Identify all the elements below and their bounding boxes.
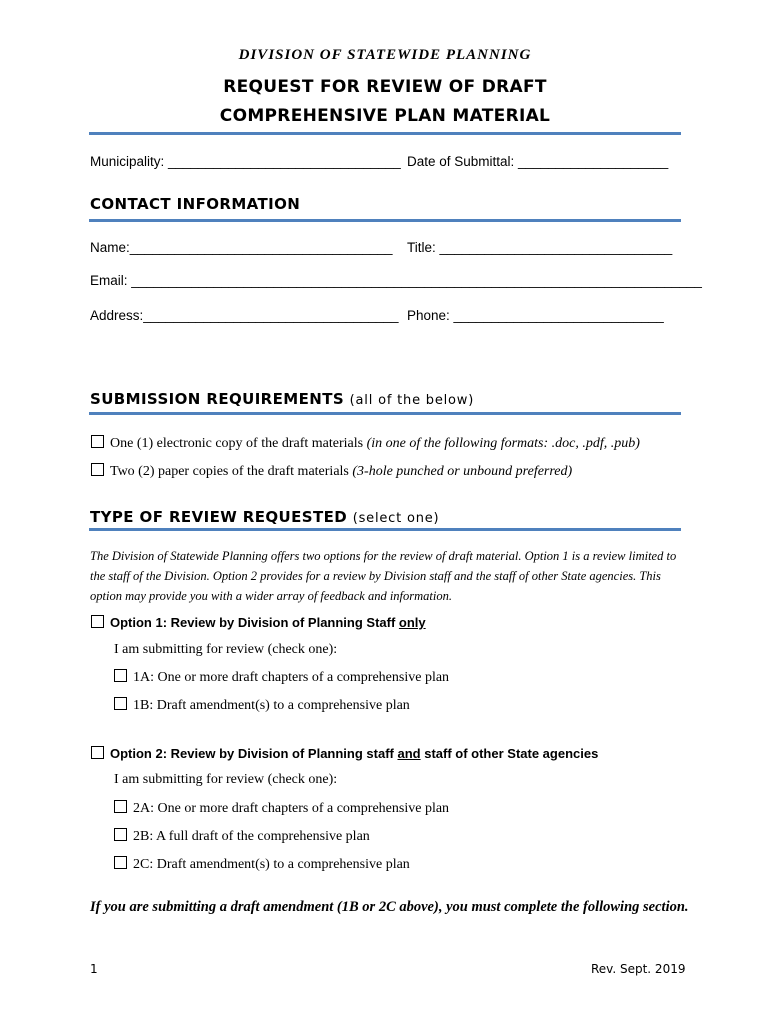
- checkbox[interactable]: [114, 697, 127, 710]
- form-title-line2: COMPREHENSIVE PLAN MATERIAL: [219, 106, 551, 126]
- submission-requirements-heading: [90, 390, 474, 408]
- option2-label: Option 2: Review by Division of Planning staff: [110, 746, 398, 761]
- option2-label-emphasis: and: [397, 746, 421, 761]
- submission-item-text: Two (2) paper copies of the draft materials: [110, 464, 353, 479]
- choice-label: 2A: One or more draft chapters of a comprehensive plan: [133, 801, 450, 816]
- choice-label: 2B: A full draft of the comprehensive plan: [133, 829, 370, 844]
- name-field[interactable]: Name:___________________________________: [90, 240, 393, 255]
- option1-label-emphasis: only: [398, 615, 426, 630]
- type-of-review-heading-text: TYPE OF REVIEW REQUESTED: [90, 508, 348, 526]
- checkbox[interactable]: [91, 746, 104, 759]
- page-number: 1: [90, 962, 98, 976]
- option1-item[interactable]: [91, 615, 426, 630]
- division-name: DIVISION OF STATEWIDE PLANNING: [238, 47, 532, 63]
- type-of-review-divider: [89, 528, 681, 531]
- checkbox[interactable]: [91, 463, 104, 476]
- submission-item-electronic[interactable]: [91, 435, 640, 452]
- choice-1b[interactable]: [114, 697, 410, 714]
- phone-field[interactable]: Phone: ____________________________: [407, 308, 664, 323]
- submission-heading-note: (all of the below): [349, 393, 475, 408]
- form-title-line1: REQUEST FOR REVIEW OF DRAFT: [223, 77, 547, 97]
- submission-item-text: One (1) electronic copy of the draft materials: [110, 436, 367, 451]
- option2-item[interactable]: [91, 746, 598, 761]
- revision-date: Rev. Sept. 2019: [591, 962, 686, 976]
- choice-2a[interactable]: [114, 800, 449, 817]
- submission-heading-text: SUBMISSION REQUIREMENTS: [90, 390, 345, 408]
- checkbox[interactable]: [114, 800, 127, 813]
- type-of-review-heading: [90, 508, 439, 526]
- checkbox[interactable]: [114, 856, 127, 869]
- municipality-field[interactable]: Municipality: _______________________________: [90, 154, 401, 169]
- choice-1a[interactable]: [114, 669, 449, 686]
- title-field[interactable]: Title: _______________________________: [407, 240, 673, 255]
- checkbox[interactable]: [91, 615, 104, 628]
- email-field[interactable]: Email: ____________________________________________________________________________: [90, 273, 702, 288]
- choice-label: 1B: Draft amendment(s) to a comprehensive plan: [133, 698, 410, 713]
- submission-divider: [89, 412, 681, 415]
- amendment-note: If you are submitting a draft amendment (1B or 2C above), you must complete the following section.: [90, 899, 689, 915]
- address-field[interactable]: Address:__________________________________: [90, 308, 399, 323]
- submission-item-paper[interactable]: [91, 463, 572, 480]
- date-of-submittal-field[interactable]: Date of Submittal: ____________________: [407, 154, 669, 169]
- choice-label: 2C: Draft amendment(s) to a comprehensive plan: [133, 857, 410, 872]
- option2-label-tail: staff of other State agencies: [420, 746, 599, 761]
- option2-prompt: I am submitting for review (check one):: [114, 772, 338, 787]
- review-intro-paragraph: The Division of Statewide Planning offers two options for the review of draft material. Option 1 is a review limited to the staff of the Division. Option 2 provides for a review by Division staff and the staff of other State agencies. This option may provide you with a wider array of feedback and information.: [90, 549, 677, 603]
- type-of-review-heading-note: (select one): [352, 511, 440, 526]
- submission-item-note: (in one of the following formats: .doc, .pdf, .pub): [366, 436, 640, 451]
- checkbox[interactable]: [91, 435, 104, 448]
- choice-2c[interactable]: [114, 856, 410, 873]
- option1-prompt: I am submitting for review (check one):: [114, 642, 338, 657]
- submission-item-note: (3-hole punched or unbound preferred): [352, 464, 573, 479]
- choice-label: 1A: One or more draft chapters of a comprehensive plan: [133, 670, 450, 685]
- contact-divider: [89, 219, 681, 222]
- checkbox[interactable]: [114, 828, 127, 841]
- checkbox[interactable]: [114, 669, 127, 682]
- title-divider: [89, 132, 681, 135]
- contact-information-heading: CONTACT INFORMATION: [90, 195, 301, 213]
- option1-label: Option 1: Review by Division of Planning Staff: [110, 615, 399, 630]
- choice-2b[interactable]: [114, 828, 370, 845]
